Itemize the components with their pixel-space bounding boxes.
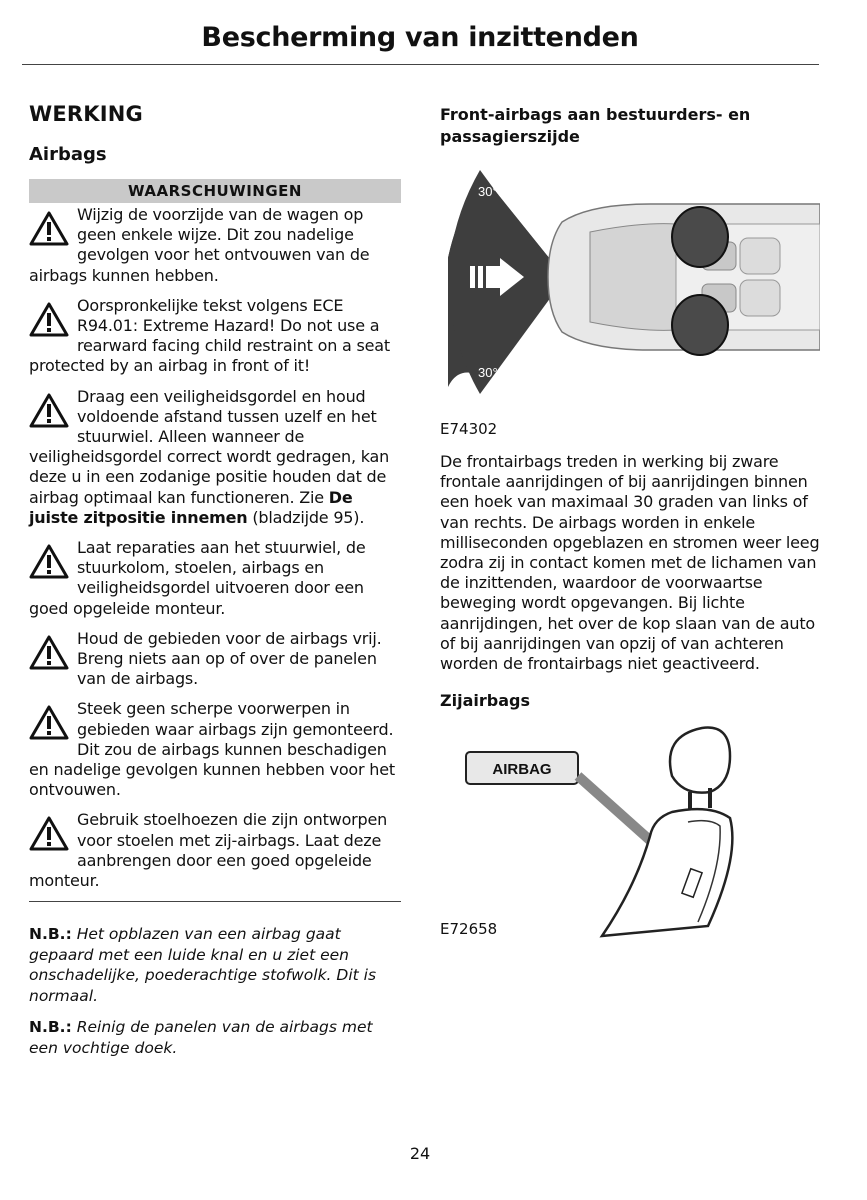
cross-reference-link[interactable]: De juiste zitpositie innemen	[29, 487, 353, 527]
section-title: WERKING	[29, 102, 143, 126]
angle-label-top: 30°	[478, 184, 498, 199]
warning-item	[29, 538, 401, 619]
right-column	[440, 104, 820, 938]
note-text: Reinig de panelen van de airbags met een vochtige doek.	[29, 1018, 373, 1057]
page-reference: (bladzijde 95).	[252, 507, 365, 527]
warning-triangle-icon	[29, 544, 69, 580]
warning-triangle-icon	[29, 816, 69, 852]
note-label: N.B.:	[29, 1018, 72, 1037]
left-column	[29, 102, 401, 1069]
figure-code: E72658	[440, 920, 498, 939]
angle-label-bottom: 30°	[478, 365, 498, 380]
warning-item	[29, 629, 401, 690]
front-airbags-title: Front-airbags aan bestuurders- en passagierszijde	[440, 105, 751, 146]
note	[29, 1017, 401, 1058]
note-label: N.B.:	[29, 925, 72, 944]
warning-triangle-icon	[29, 393, 69, 429]
page-number: 24	[409, 1144, 431, 1163]
note-text: Het opblazen van een airbag gaat gepaard met een luide knal en u ziet een onschadelijke, poederachtige stofwolk. Dit is normaal.	[29, 925, 377, 1005]
warning-triangle-icon	[29, 211, 69, 247]
airbag-label-text: AIRBAG	[492, 761, 552, 779]
warning-triangle-icon	[29, 705, 69, 741]
side-airbag-illustration	[440, 726, 820, 946]
front-airbags-description: De frontairbags treden in werking bij zware frontale aanrijdingen of bij aanrijdingen binnen een hoek van maximaal 30 graden van links of van rechts. De airbags worden in enkele milliseconden opgeblazen en stromen weer leeg zodra zij in contact komen met de lichamen van de inzittenden, waardoor de voorwaartse beweging wordt opgevangen. Bij lichte aanrijdingen, het over de kop slaan van de auto of bij aanrijdingen van opzij of van achteren worden de frontairbags niet geactiveerd.	[440, 452, 820, 674]
warning-item	[29, 699, 401, 800]
warning-text: Oorspronkelijke tekst volgens ECE R94.01: Extreme Hazard! Do not use a rearward facing child restraint on a seat protected by an airbag in front of it!	[29, 295, 390, 376]
warning-text: Draag een veiligheidsgordel en houd voldoende afstand tussen uzelf en het stuurwiel. Alleen wanneer de veiligheidsgordel correct wordt gedragen, kan deze u in een zodanige positie houden dat de airbag optimaal kan functioneren. Zie	[29, 386, 390, 507]
warning-text: Houd de gebieden voor de airbags vrij. Breng niets aan op of over de panelen van de airbags.	[77, 628, 382, 689]
note	[29, 924, 401, 1006]
warning-text: Wijzig de voorzijde van de wagen op geen enkele wijze. Dit zou nadelige gevolgen voor het ontvouwen van de airbags kunnen hebben.	[29, 205, 370, 285]
warning-item	[29, 296, 401, 377]
warning-text: Gebruik stoelhoezen die zijn ontworpen voor stoelen met zij-airbags. Laat deze aanbrengen door een goed opgeleide monteur.	[29, 810, 388, 891]
front-airbags-illustration	[440, 162, 820, 394]
figure-code: E74302	[440, 420, 498, 438]
side-airbags-title: Zijairbags	[440, 691, 530, 711]
warnings-divider	[29, 901, 401, 902]
warning-item	[29, 810, 401, 891]
warning-triangle-icon	[29, 635, 69, 671]
warning-text: Steek geen scherpe voorwerpen in gebieden waar airbags zijn gemonteerd. Dit zou de airbags kunnen beschadigen en nadelige gevolgen kunnen hebben voor het ontvouwen.	[29, 699, 395, 800]
subsection-title: Airbags	[29, 144, 107, 165]
warnings-header: WAARSCHUWINGEN	[29, 179, 401, 203]
warning-item	[29, 387, 401, 528]
warning-triangle-icon	[29, 302, 69, 338]
warning-text: Laat reparaties aan het stuurwiel, de stuurkolom, stoelen, airbags en veiligheidsgordel uitvoeren door een goed opgeleide monteur.	[29, 538, 366, 618]
page-title: Bescherming van inzittenden	[201, 22, 639, 53]
title-divider	[22, 64, 819, 65]
warning-item	[29, 205, 401, 286]
